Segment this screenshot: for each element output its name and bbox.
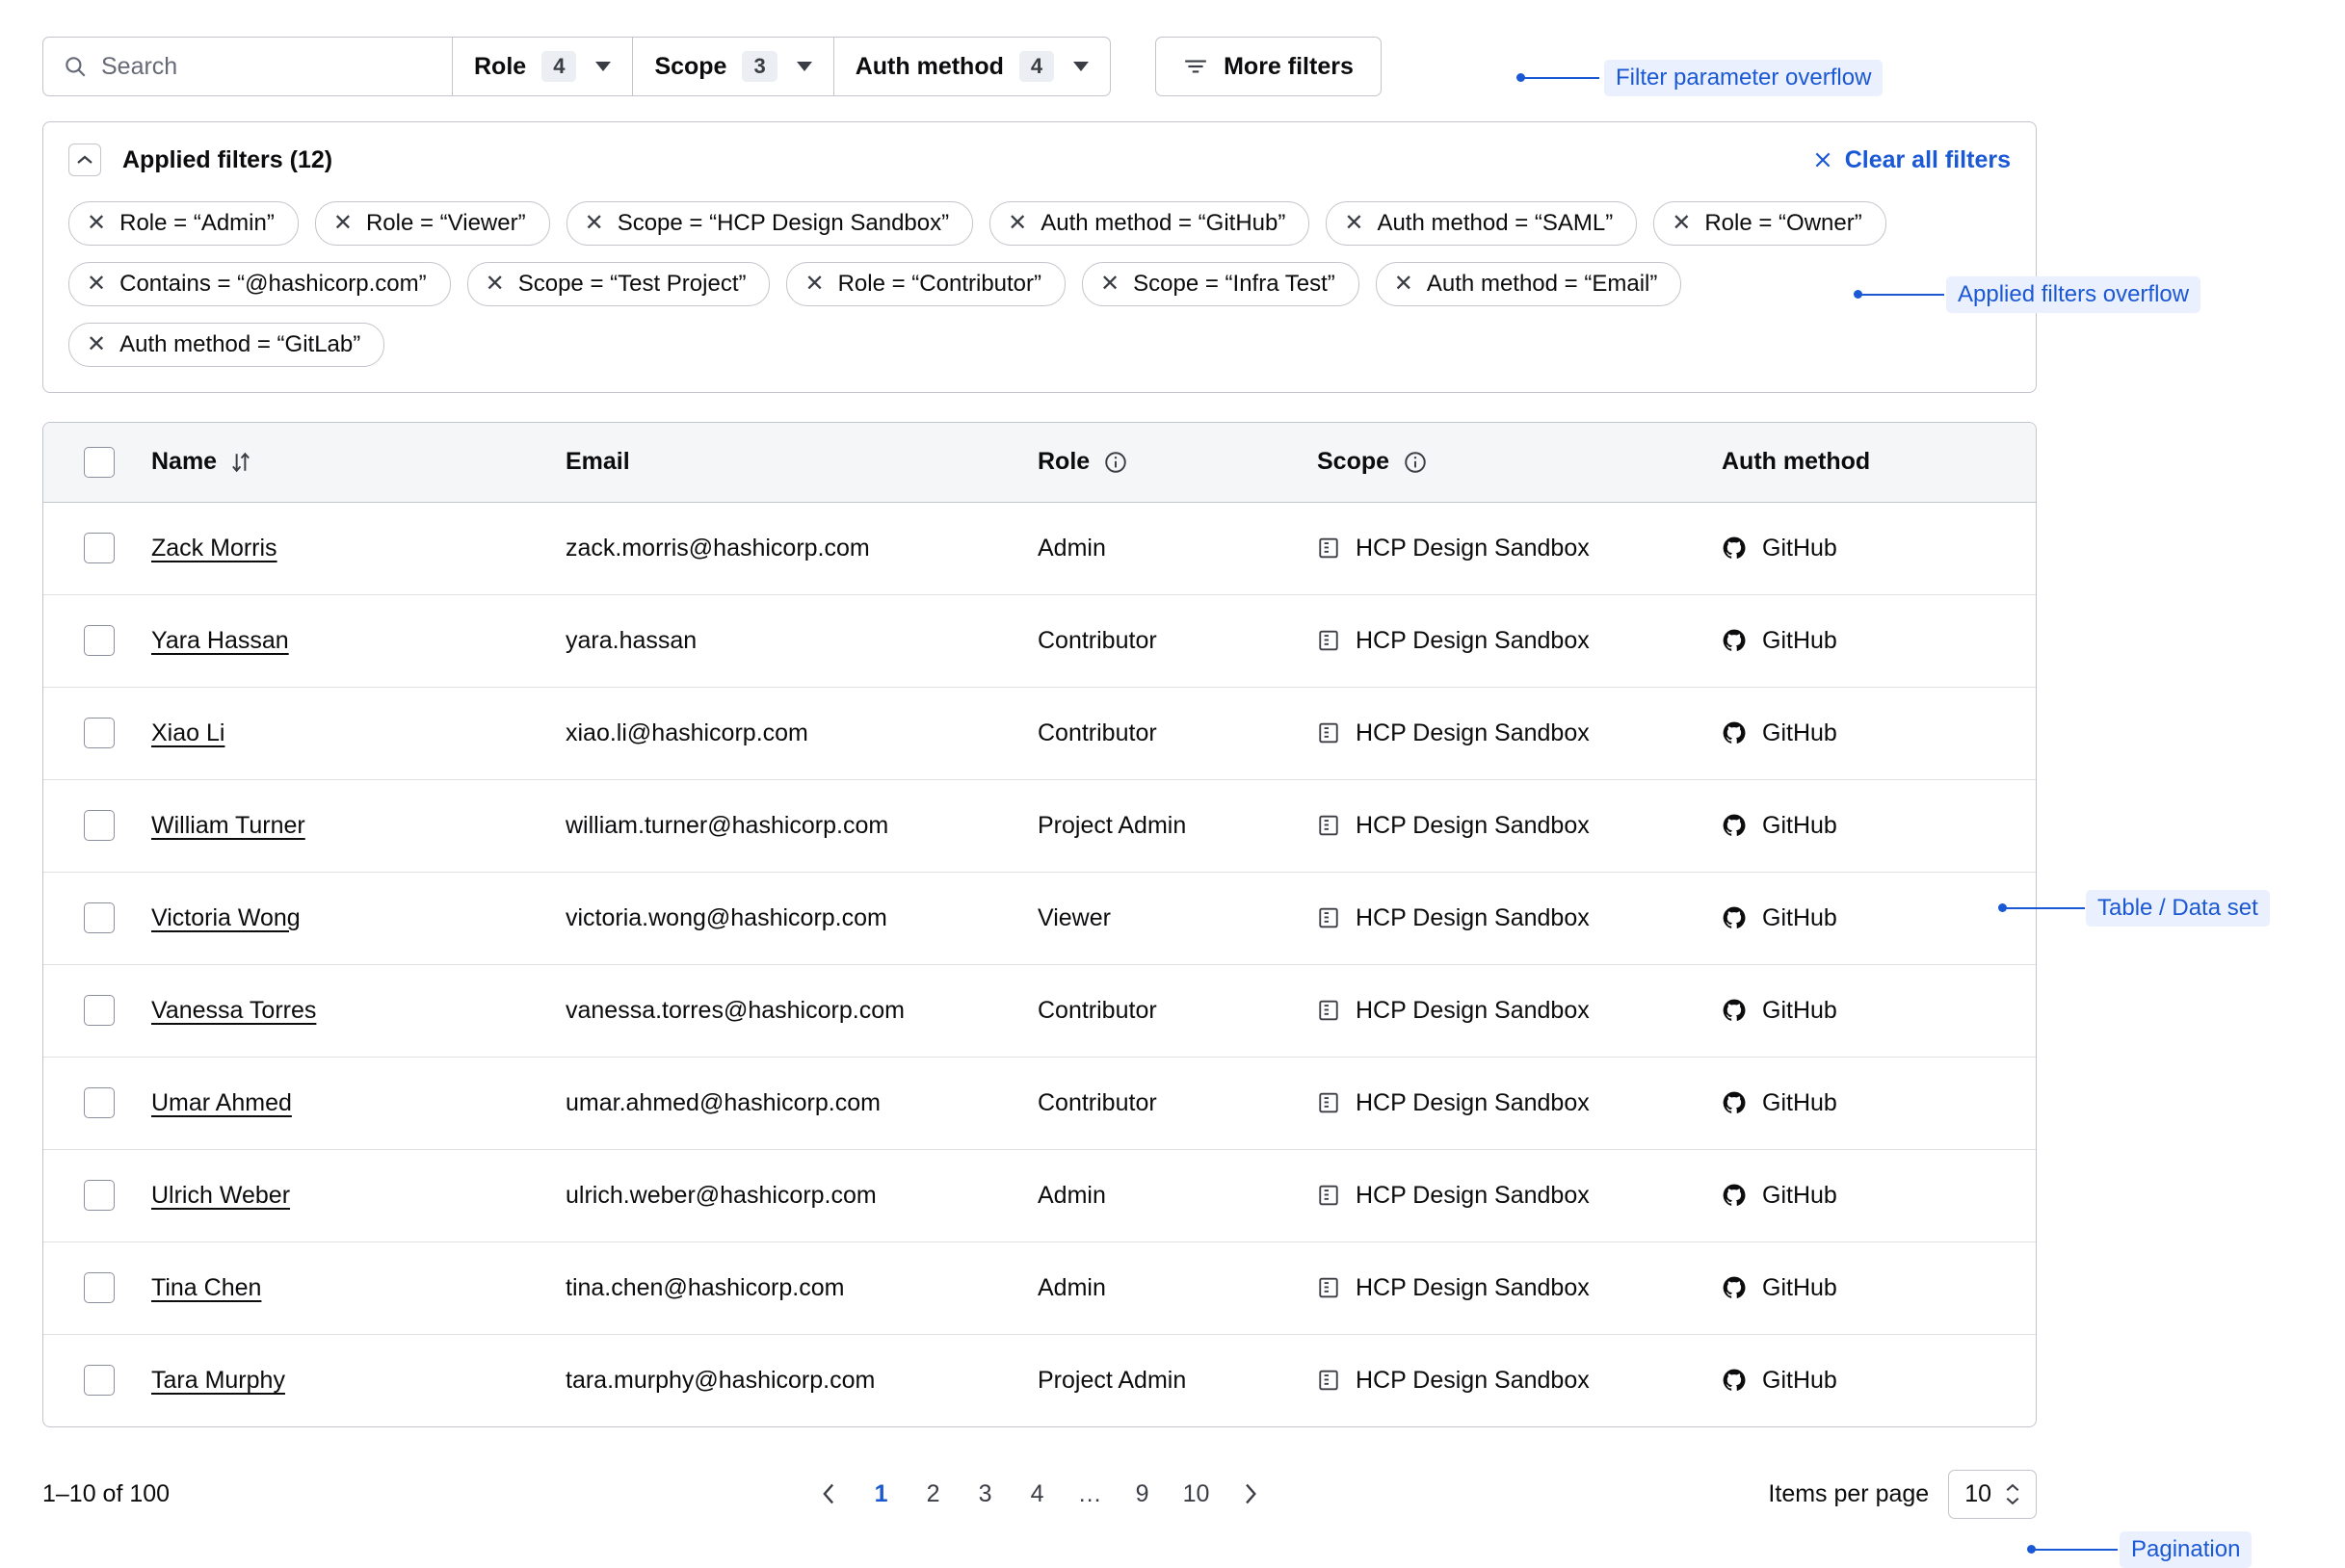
cell-role: Project Admin <box>1038 1366 1187 1394</box>
clear-all-filters-button[interactable] <box>1812 146 2011 174</box>
cell-auth-method <box>1722 779 2036 872</box>
row-select-cell <box>43 872 151 964</box>
scope-label: HCP Design Sandbox <box>1356 534 1590 562</box>
filter-dropdown-scope-label: Scope <box>654 52 727 80</box>
close-icon[interactable]: ✕ <box>1100 271 1120 297</box>
cell-auth-method <box>1722 1149 2036 1241</box>
filter-dropdown-auth-method-label: Auth method <box>855 52 1004 80</box>
table-row[interactable] <box>43 502 2036 594</box>
cell-auth-method <box>1722 964 2036 1057</box>
filter-dropdown-role-label: Role <box>474 52 527 80</box>
filter-dropdown-scope-count: 3 <box>742 51 777 82</box>
filter-chip[interactable] <box>989 201 1309 246</box>
table-row[interactable] <box>43 1241 2036 1334</box>
pagination-page-1[interactable]: 1 <box>874 1479 888 1507</box>
pagination-prev-button[interactable] <box>806 1469 853 1519</box>
pagination-page-10[interactable]: 10 <box>1182 1479 1210 1507</box>
cell-auth-method <box>1722 1241 2036 1334</box>
table-row[interactable] <box>43 1149 2036 1241</box>
project-icon <box>1317 721 1340 745</box>
cell-email: tina.chen@hashicorp.com <box>566 1241 1038 1334</box>
user-name-link[interactable]: Victoria Wong <box>151 903 301 931</box>
chevron-down-icon <box>1073 62 1089 71</box>
close-icon[interactable]: ✕ <box>804 271 825 297</box>
filter-chip[interactable] <box>1653 201 1886 246</box>
project-icon <box>1317 1184 1340 1207</box>
cell-role: Contributor <box>1038 687 1317 779</box>
pagination-next-button[interactable] <box>1226 1469 1273 1519</box>
row-checkbox[interactable] <box>84 718 115 748</box>
column-header-scope-label: Scope <box>1317 448 1390 476</box>
close-icon[interactable]: ✕ <box>87 331 107 357</box>
row-select-cell <box>43 687 151 779</box>
filter-chip[interactable] <box>1082 262 1359 306</box>
scope-label: HCP Design Sandbox <box>1356 626 1590 654</box>
project-icon <box>1317 999 1340 1022</box>
cell-auth-method <box>1722 1334 2036 1426</box>
column-header-role <box>1038 423 1317 502</box>
close-icon[interactable]: ✕ <box>332 210 353 236</box>
row-select-cell <box>43 1334 151 1426</box>
users-table <box>42 422 2037 1427</box>
auth-label: GitHub <box>1762 534 1837 562</box>
user-name-link[interactable]: Xiao Li <box>151 719 225 746</box>
annotation-filter-parameter-overflow: Filter parameter overflow <box>1604 60 1883 96</box>
annotation-leader-line <box>2033 1549 2118 1551</box>
filter-chip-label: Role = “Admin” <box>119 210 275 236</box>
close-icon[interactable]: ✕ <box>87 271 107 297</box>
filter-dropdown-auth-method[interactable] <box>834 37 1111 96</box>
auth-label: GitHub <box>1762 811 1837 839</box>
close-icon[interactable]: ✕ <box>485 271 505 297</box>
cell-role: Contributor <box>1038 964 1317 1057</box>
close-icon[interactable]: ✕ <box>1344 210 1364 236</box>
pagination-page-3[interactable]: 3 <box>978 1479 992 1507</box>
project-icon <box>1317 1369 1340 1392</box>
scope-label: HCP Design Sandbox <box>1356 1366 1590 1394</box>
select-all-checkbox[interactable] <box>84 447 115 478</box>
cell-name <box>151 1057 566 1149</box>
cell-email: tara.murphy@hashicorp.com <box>566 1366 876 1394</box>
filter-chip[interactable] <box>467 262 771 306</box>
auth-label: GitHub <box>1762 626 1837 654</box>
search-placeholder: Search <box>101 52 178 80</box>
auth-label: GitHub <box>1762 1181 1837 1209</box>
filter-chip-label: Auth method = “SAML” <box>1377 210 1614 236</box>
pagination-page-2[interactable]: 2 <box>926 1479 940 1507</box>
cell-scope <box>1317 1149 1722 1241</box>
column-header-auth-method <box>1722 423 2036 502</box>
pagination-range: 1–10 of 100 <box>42 1479 171 1507</box>
github-icon <box>1722 628 1747 653</box>
annotation-table-data-set: Table / Data set <box>2086 890 2270 927</box>
user-name-link[interactable]: Vanessa Torres <box>151 996 317 1024</box>
cell-email: xiao.li@hashicorp.com <box>566 687 1038 779</box>
cell-role: Admin <box>1038 1149 1317 1241</box>
github-icon <box>1722 1368 1747 1393</box>
cell-scope <box>1317 1334 1722 1426</box>
close-icon[interactable]: ✕ <box>1672 210 1692 236</box>
cell-auth-method <box>1722 687 2036 779</box>
table-row[interactable] <box>43 594 2036 687</box>
sort-icon[interactable] <box>230 451 251 474</box>
cell-email: victoria.wong@hashicorp.com <box>566 872 1038 964</box>
github-icon <box>1722 720 1747 745</box>
more-filters-label: More filters <box>1224 52 1354 80</box>
cell-name <box>151 964 566 1057</box>
cell-email: umar.ahmed@hashicorp.com <box>566 1057 1038 1149</box>
filter-chip-label: Scope = “HCP Design Sandbox” <box>617 210 950 236</box>
table-row[interactable] <box>43 872 2036 964</box>
table-row[interactable] <box>43 1334 2036 1426</box>
row-checkbox[interactable] <box>84 995 115 1026</box>
cell-scope <box>1317 502 1722 594</box>
annotation-anchor-dot <box>1516 73 1525 82</box>
cell-scope <box>1317 779 1722 872</box>
filter-chip-label: Scope = “Test Project” <box>517 271 747 297</box>
table-row[interactable] <box>43 687 2036 779</box>
filter-dropdown-role-count: 4 <box>541 51 576 82</box>
filter-dropdown-role[interactable] <box>453 37 633 96</box>
row-checkbox[interactable] <box>84 810 115 841</box>
auth-label: GitHub <box>1762 903 1837 931</box>
close-icon[interactable]: ✕ <box>87 210 107 236</box>
close-icon[interactable]: ✕ <box>1393 271 1413 297</box>
applied-filter-chips <box>68 201 1986 367</box>
auth-label: GitHub <box>1762 1088 1837 1116</box>
cell-email: vanessa.torres@hashicorp.com <box>566 964 1038 1057</box>
column-header-auth-method-label: Auth method <box>1722 448 1871 476</box>
column-header-email-label: Email <box>566 448 630 476</box>
row-select-cell <box>43 779 151 872</box>
github-icon <box>1722 1275 1747 1300</box>
cell-role: Contributor <box>1038 594 1317 687</box>
pagination-pages <box>806 1469 1274 1519</box>
pagination-page-4[interactable]: 4 <box>1030 1479 1044 1507</box>
annotation-leader-line <box>1859 294 1944 296</box>
cell-scope <box>1317 1057 1722 1149</box>
user-name-link[interactable]: Umar Ahmed <box>151 1088 292 1116</box>
filter-chip[interactable] <box>1326 201 1637 246</box>
github-icon <box>1722 813 1747 838</box>
scope-label: HCP Design Sandbox <box>1356 811 1590 839</box>
cell-email: ulrich.weber@hashicorp.com <box>566 1149 1038 1241</box>
select-all-header <box>43 423 151 502</box>
filter-chip[interactable] <box>68 323 384 367</box>
cell-scope <box>1317 594 1722 687</box>
project-icon <box>1317 1091 1340 1114</box>
row-select-cell <box>43 502 151 594</box>
row-checkbox[interactable] <box>84 902 115 933</box>
annotation-leader-line <box>2004 907 2085 909</box>
pagination-ellipsis: … <box>1077 1479 1102 1507</box>
pagination-page-9[interactable]: 9 <box>1135 1479 1149 1507</box>
auth-label: GitHub <box>1762 1273 1837 1301</box>
cell-name <box>151 1334 566 1426</box>
github-icon <box>1722 998 1747 1023</box>
collapse-applied-filters-button[interactable] <box>68 144 101 176</box>
filter-chip-label: Auth method = “GitLab” <box>119 331 361 357</box>
auth-label: GitHub <box>1762 996 1837 1024</box>
row-checkbox[interactable] <box>84 625 115 656</box>
cell-scope <box>1317 964 1722 1057</box>
column-header-email <box>566 423 1038 502</box>
auth-label: GitHub <box>1762 1366 1837 1394</box>
project-icon <box>1317 629 1340 652</box>
annotation-pagination: Pagination <box>2120 1531 2252 1568</box>
cell-role: Admin <box>1038 1241 1317 1334</box>
clear-all-filters-label: Clear all filters <box>1844 145 2011 173</box>
cell-name <box>151 594 566 687</box>
filter-chip[interactable] <box>566 201 974 246</box>
cell-name <box>151 779 566 872</box>
annotation-anchor-dot <box>1998 903 2007 912</box>
info-icon[interactable] <box>1403 450 1428 475</box>
filter-chip-label: Auth method = “GitHub” <box>1041 210 1286 236</box>
project-icon <box>1317 536 1340 560</box>
more-filters-button[interactable] <box>1155 37 1382 96</box>
row-select-cell <box>43 594 151 687</box>
cell-auth-method <box>1722 872 2036 964</box>
row-checkbox[interactable] <box>84 533 115 563</box>
filter-chip-label: Contains = “@hashicorp.com” <box>119 271 427 297</box>
annotation-applied-filters-overflow: Applied filters overflow <box>1946 276 2200 313</box>
cell-role: Viewer <box>1038 872 1317 964</box>
table-row[interactable] <box>43 779 2036 872</box>
project-icon <box>1317 1276 1340 1299</box>
row-select-cell <box>43 1057 151 1149</box>
row-checkbox[interactable] <box>84 1272 115 1303</box>
table-body <box>43 502 2036 1426</box>
search-icon <box>63 54 88 79</box>
annotation-leader-line <box>1522 77 1599 79</box>
row-checkbox[interactable] <box>84 1087 115 1118</box>
table-header-row <box>43 423 2036 502</box>
filter-chip-label: Role = “Viewer” <box>365 210 526 236</box>
chevron-down-icon <box>797 62 812 71</box>
chevron-up-icon <box>76 154 93 166</box>
user-name-link[interactable]: Zack Morris <box>151 534 277 562</box>
applied-filters-panel <box>42 121 2037 393</box>
search-input[interactable] <box>42 37 453 96</box>
table-row[interactable] <box>43 1057 2036 1149</box>
scope-label: HCP Design Sandbox <box>1356 719 1590 746</box>
annotation-anchor-dot <box>1854 290 1862 299</box>
cell-scope <box>1317 872 1722 964</box>
column-header-name-label: Name <box>151 448 218 476</box>
user-name-link[interactable]: Yara Hassan <box>151 626 289 654</box>
scope-label: HCP Design Sandbox <box>1356 1273 1590 1301</box>
row-checkbox[interactable] <box>84 1365 115 1396</box>
filter-chip-label: Scope = “Infra Test” <box>1133 271 1335 297</box>
filter-dropdown-auth-method-count: 4 <box>1019 51 1054 82</box>
applied-filters-title: Applied filters (12) <box>122 145 333 173</box>
table-row[interactable] <box>43 964 2036 1057</box>
cell-name <box>151 502 566 594</box>
close-icon[interactable]: ✕ <box>584 210 604 236</box>
filter-chip[interactable] <box>68 201 299 246</box>
github-icon <box>1722 905 1747 930</box>
user-name-link[interactable]: Tina Chen <box>151 1273 262 1301</box>
cell-auth-method <box>1722 502 2036 594</box>
user-name-link[interactable]: Tara Murphy <box>151 1366 285 1394</box>
filter-chip[interactable] <box>786 262 1066 306</box>
column-header-scope <box>1317 423 1722 502</box>
cell-auth-method <box>1722 1057 2036 1149</box>
filter-chip-label: Role = “Contributor” <box>837 271 1042 297</box>
row-select-cell <box>43 1149 151 1241</box>
filter-chip-label: Role = “Owner” <box>1704 210 1862 236</box>
cell-name <box>151 687 566 779</box>
scope-label: HCP Design Sandbox <box>1356 903 1590 931</box>
cell-scope <box>1317 1241 1722 1334</box>
column-header-role-label: Role <box>1038 448 1091 476</box>
items-per-page <box>1768 1470 2037 1519</box>
filter-icon <box>1183 57 1208 76</box>
cell-role: Contributor <box>1038 1057 1317 1149</box>
filter-chip[interactable] <box>68 262 451 306</box>
project-icon <box>1317 906 1340 929</box>
project-icon <box>1317 814 1340 837</box>
scope-label: HCP Design Sandbox <box>1356 996 1590 1024</box>
close-icon[interactable]: ✕ <box>1008 210 1028 236</box>
user-name-link[interactable]: William Turner <box>151 811 305 839</box>
annotation-anchor-dot <box>2027 1545 2036 1554</box>
github-icon <box>1722 1183 1747 1208</box>
row-select-cell <box>43 964 151 1057</box>
scope-label: HCP Design Sandbox <box>1356 1088 1590 1116</box>
pagination-bar <box>42 1464 2037 1524</box>
items-per-page-value: 10 <box>1964 1479 1991 1507</box>
cell-role: Admin <box>1038 502 1317 594</box>
applied-filters-header <box>68 144 2011 176</box>
scope-label: HCP Design Sandbox <box>1356 1181 1590 1209</box>
row-checkbox[interactable] <box>84 1180 115 1211</box>
filters-and-table-page <box>42 37 2037 1524</box>
cell-role: Project Admin <box>1038 779 1317 872</box>
chevron-down-icon <box>595 62 611 71</box>
stepper-icon <box>2005 1483 2020 1505</box>
auth-label: GitHub <box>1762 719 1837 746</box>
filter-chip[interactable] <box>1376 262 1682 306</box>
filter-chip-label: Auth method = “Email” <box>1426 271 1658 297</box>
filter-chip[interactable] <box>315 201 550 246</box>
cell-scope <box>1317 687 1722 779</box>
row-select-cell <box>43 1241 151 1334</box>
items-per-page-label: Items per page <box>1768 1479 1930 1507</box>
cell-name <box>151 1241 566 1334</box>
column-header-name[interactable] <box>151 423 566 502</box>
cell-name <box>151 872 566 964</box>
items-per-page-select[interactable] <box>1948 1470 2037 1519</box>
github-icon <box>1722 1090 1747 1115</box>
close-icon <box>1812 149 1833 170</box>
cell-name <box>151 1149 566 1241</box>
cell-email: william.turner@hashicorp.com <box>566 779 1038 872</box>
cell-email: yara.hassan <box>566 594 1038 687</box>
filter-dropdown-scope[interactable] <box>633 37 833 96</box>
github-icon <box>1722 536 1747 561</box>
cell-email: zack.morris@hashicorp.com <box>566 502 1038 594</box>
cell-auth-method <box>1722 594 2036 687</box>
info-icon[interactable] <box>1103 450 1128 475</box>
user-name-link[interactable]: Ulrich Weber <box>151 1181 291 1209</box>
